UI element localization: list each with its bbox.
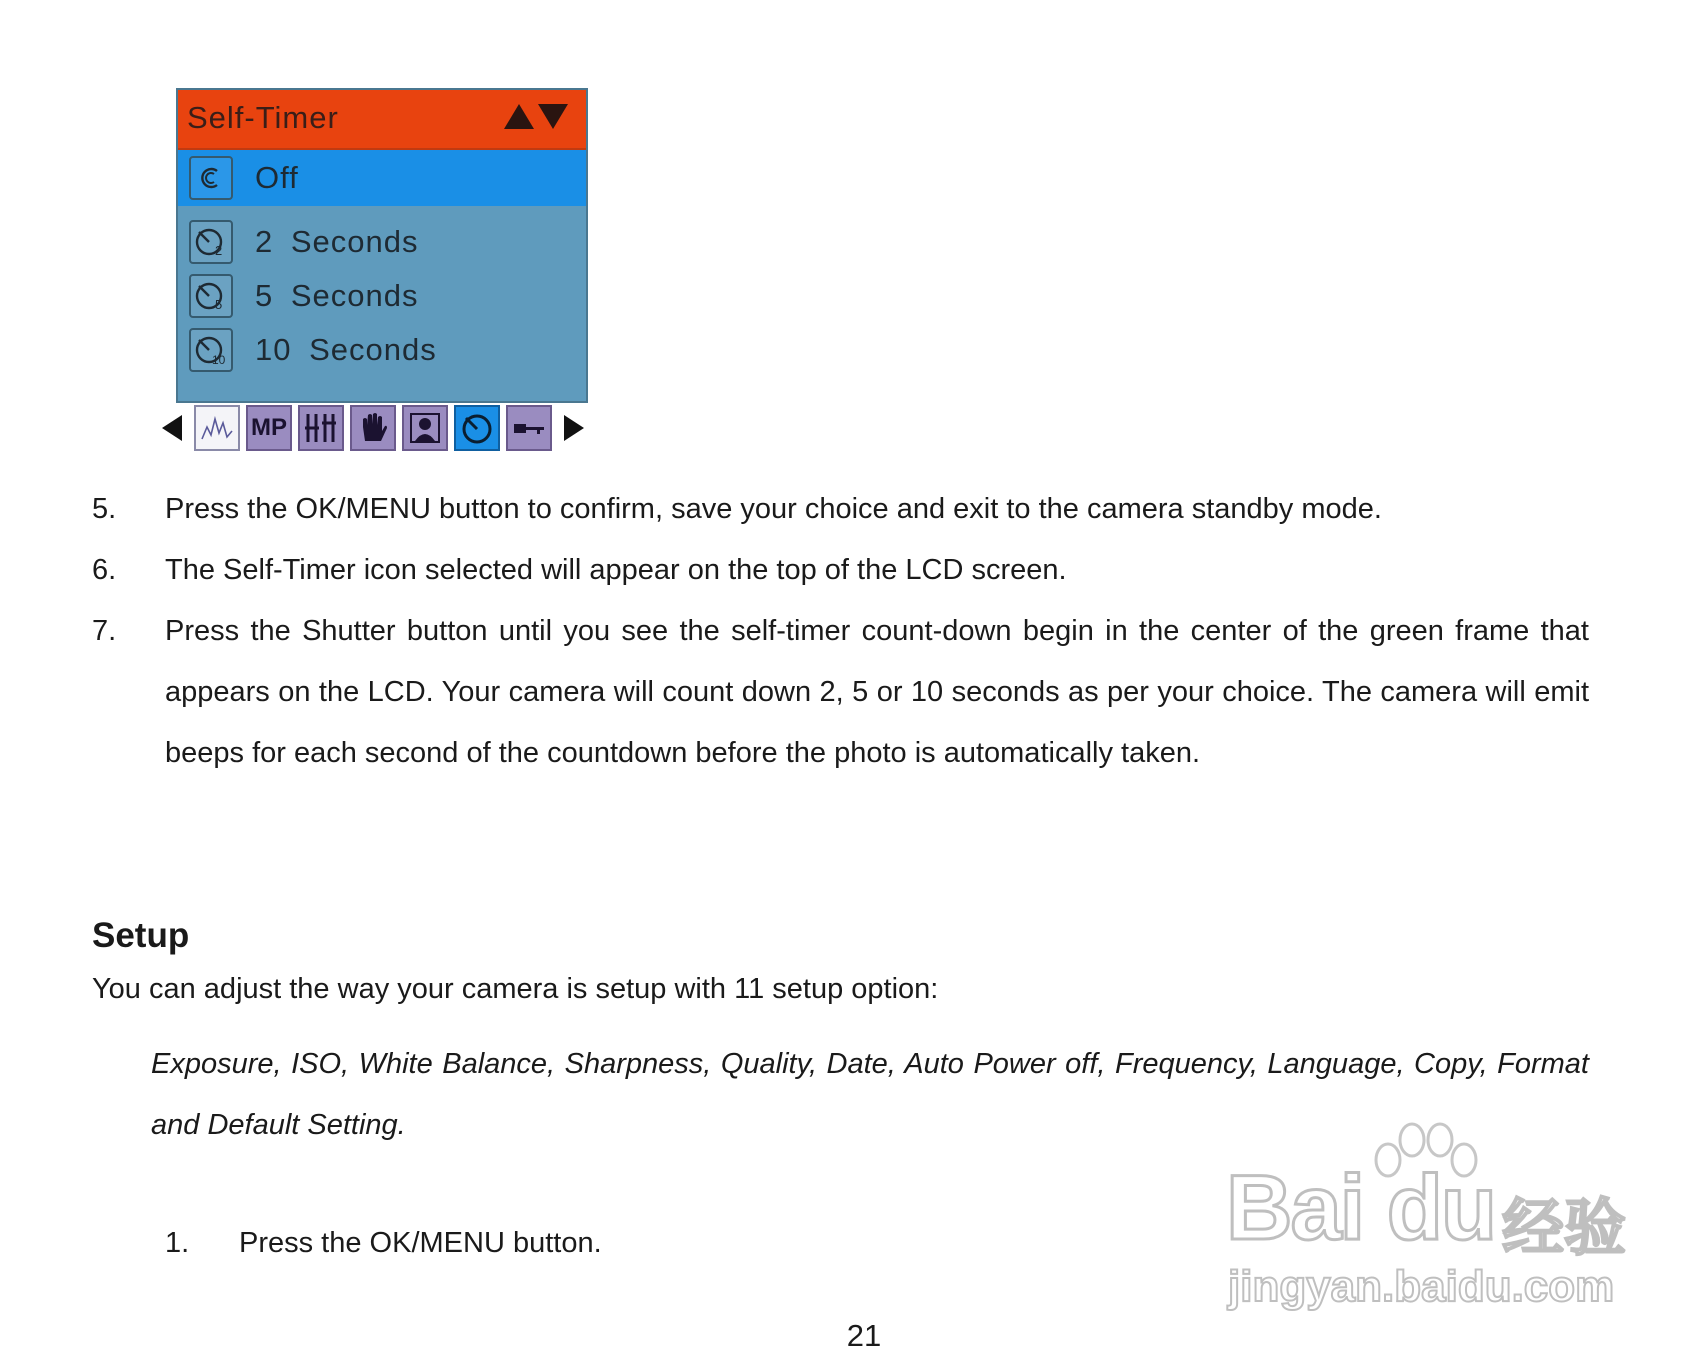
setup-key-icon[interactable] bbox=[506, 405, 552, 451]
timer-off-icon bbox=[189, 156, 233, 200]
option-label: 10 Seconds bbox=[255, 332, 437, 367]
self-timer-icon[interactable] bbox=[454, 405, 500, 451]
histogram-icon[interactable] bbox=[194, 405, 240, 451]
step-number: 6. bbox=[92, 554, 117, 586]
svg-text:5: 5 bbox=[215, 297, 223, 312]
sub-step-number: 1. bbox=[165, 1227, 190, 1259]
svg-text:10: 10 bbox=[212, 353, 226, 367]
menu-title: Self-Timer bbox=[187, 100, 339, 135]
watermark-url: jingyan.baidu.com bbox=[1228, 1262, 1615, 1311]
svg-text:2: 2 bbox=[215, 243, 223, 258]
step-number: 7. bbox=[92, 615, 117, 647]
menu-option-5-seconds[interactable] bbox=[178, 268, 586, 324]
page-number: 21 bbox=[846, 1318, 882, 1353]
timer-5s-icon bbox=[189, 274, 233, 318]
section-intro: You can adjust the way your camera is setup with 11 setup option: bbox=[92, 973, 939, 1005]
menu-option-off[interactable] bbox=[178, 150, 586, 206]
step-number: 5. bbox=[92, 493, 117, 525]
menu-toolbar bbox=[162, 405, 584, 451]
watermark-chinese: 经验 bbox=[1502, 1191, 1627, 1264]
step-text: Press the Shutter button until you see the self-timer count-down begin in the center of the green frame that appears on the LCD. Your camera will count down 2, 5 or 10 seconds as per your choice. The camera will emit beeps for each second of the countdown before the photo is automatically taken. bbox=[165, 615, 1589, 769]
step-text: The Self-Timer icon selected will appear on the top of the LCD screen. bbox=[165, 554, 1067, 586]
watermark-brand: Bai du bbox=[1226, 1157, 1496, 1259]
arrow-up-icon bbox=[504, 104, 534, 129]
scroll-arrows-icon bbox=[504, 104, 568, 129]
timer-2s-icon bbox=[189, 220, 233, 264]
setup-options-list: Exposure, ISO, White Balance, Sharpness, Quality, Date, Auto Power off, Frequency, Language, Copy, Format and Default Setting. bbox=[151, 1048, 1589, 1141]
section-heading: Setup bbox=[92, 916, 190, 955]
step-text: Press the OK/MENU button to confirm, save your choice and exit to the camera standby mode. bbox=[165, 493, 1382, 525]
menu-option-2-seconds[interactable] bbox=[178, 214, 586, 270]
timer-10s-icon bbox=[189, 328, 233, 372]
toolbar-left-arrow-icon[interactable] bbox=[162, 415, 182, 441]
option-label: 2 Seconds bbox=[255, 224, 419, 259]
megapixel-icon[interactable] bbox=[246, 405, 292, 451]
menu-header bbox=[178, 90, 586, 150]
portrait-icon[interactable] bbox=[402, 405, 448, 451]
metering-icon[interactable] bbox=[298, 405, 344, 451]
toolbar-right-arrow-icon[interactable] bbox=[564, 415, 584, 441]
megapixel-label: MP bbox=[251, 414, 287, 441]
anti-shake-icon[interactable] bbox=[350, 405, 396, 451]
option-label: 5 Seconds bbox=[255, 278, 419, 313]
self-timer-menu-figure bbox=[176, 88, 588, 403]
menu-option-10-seconds[interactable] bbox=[178, 322, 586, 378]
sub-step-text: Press the OK/MENU button. bbox=[239, 1227, 602, 1259]
baidu-watermark bbox=[1220, 1120, 1630, 1320]
arrow-down-icon bbox=[538, 104, 568, 129]
option-label: Off bbox=[255, 160, 299, 195]
